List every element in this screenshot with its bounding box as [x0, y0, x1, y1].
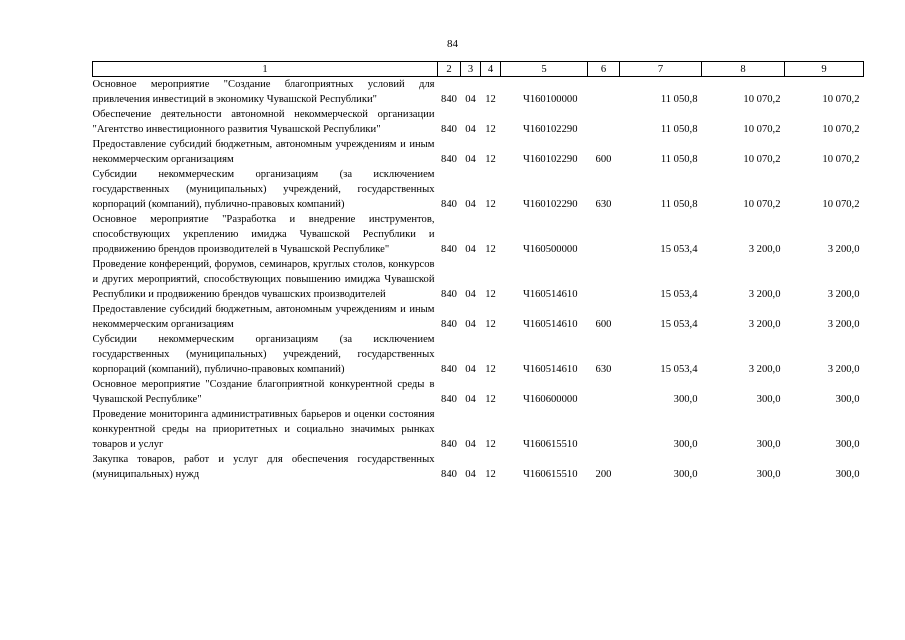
row-gr: 840 [441, 124, 457, 135]
row-vr [588, 407, 620, 452]
table-row [93, 332, 864, 377]
row-gr: 840 [441, 439, 457, 450]
row-csr: Ч160102290 [522, 124, 578, 135]
table-row [93, 452, 864, 482]
row-name: Проведение мониторинга административных барьеров и оценки состояния конкурентной среды на приоритетных и социально значимых рынках товаров и услуг [92, 409, 435, 450]
row-amount-3: 10 070,2 [822, 154, 860, 165]
row-vr: 630 [595, 364, 612, 375]
row-name: Закупка товаров, работ и услуг для обеспечения государственных (муниципальных) нужд [92, 454, 435, 480]
row-name: Основное мероприятие "Разработка и внедрение инструментов, способствующих укреплению имиджа Чувашской Республики и продвижению брендов производителей в Чувашской Республике" [92, 214, 435, 255]
row-amount-1: 300,0 [673, 394, 698, 405]
row-amount-3: 3 200,0 [827, 364, 860, 375]
row-csr: Ч160615510 [522, 439, 578, 450]
row-amount-1: 11 050,8 [660, 199, 698, 210]
row-amount-2: 3 200,0 [748, 364, 781, 375]
table-row [93, 302, 864, 332]
row-amount-1: 15 053,4 [660, 289, 698, 300]
row-csr: Ч160100000 [522, 94, 578, 105]
row-csr: Ч160600000 [522, 394, 578, 405]
row-csr: Ч160102290 [522, 154, 578, 165]
table-row [93, 257, 864, 302]
row-amount-3: 10 070,2 [822, 94, 860, 105]
row-amount-3: 300,0 [835, 394, 860, 405]
row-amount-2: 300,0 [756, 469, 781, 480]
header-col-5: 5 [501, 62, 588, 77]
row-rz: 04 [465, 439, 476, 450]
header-col-7: 7 [620, 62, 702, 77]
row-amount-3: 10 070,2 [822, 124, 860, 135]
row-csr: Ч160500000 [522, 244, 578, 255]
budget-table [92, 61, 864, 482]
table-row [93, 107, 864, 137]
table-header [93, 62, 864, 77]
row-pr: 12 [485, 94, 496, 105]
row-vr [588, 77, 620, 108]
row-pr: 12 [485, 469, 496, 480]
row-csr: Ч160102290 [522, 199, 578, 210]
row-vr [588, 377, 620, 407]
row-csr: Ч160514610 [522, 319, 578, 330]
row-amount-3: 3 200,0 [827, 289, 860, 300]
row-csr: Ч160514610 [522, 364, 578, 375]
row-name: Субсидии некоммерческим организациям (за исключением государственных (муниципальных) учреждений, государственных корпораций (компаний), публично-правовых компаний) [92, 169, 435, 210]
table-row [93, 377, 864, 407]
row-amount-1: 15 053,4 [660, 244, 698, 255]
row-amount-2: 3 200,0 [748, 244, 781, 255]
row-csr: Ч160514610 [522, 289, 578, 300]
row-amount-1: 11 050,8 [660, 124, 698, 135]
header-col-2: 2 [438, 62, 461, 77]
row-rz: 04 [465, 319, 476, 330]
header-col-9: 9 [785, 62, 864, 77]
row-gr: 840 [441, 364, 457, 375]
header-col-4: 4 [481, 62, 501, 77]
row-amount-2: 3 200,0 [748, 289, 781, 300]
row-amount-2: 300,0 [756, 394, 781, 405]
row-amount-3: 3 200,0 [827, 319, 860, 330]
row-rz: 04 [465, 289, 476, 300]
row-amount-2: 10 070,2 [743, 154, 781, 165]
row-gr: 840 [441, 94, 457, 105]
row-pr: 12 [485, 289, 496, 300]
header-col-8: 8 [702, 62, 785, 77]
row-rz: 04 [465, 124, 476, 135]
row-vr [588, 107, 620, 137]
row-name: Основное мероприятие "Создание благоприятной конкурентной среды в Чувашской Республике" [92, 379, 435, 405]
row-amount-1: 11 050,8 [660, 154, 698, 165]
row-vr: 200 [595, 469, 612, 480]
row-pr: 12 [485, 244, 496, 255]
row-amount-1: 15 053,4 [660, 319, 698, 330]
header-col-1: 1 [93, 62, 438, 77]
row-rz: 04 [465, 469, 476, 480]
row-pr: 12 [485, 199, 496, 210]
row-rz: 04 [465, 94, 476, 105]
row-vr [588, 212, 620, 257]
row-amount-1: 300,0 [673, 469, 698, 480]
row-vr [588, 257, 620, 302]
row-amount-1: 15 053,4 [660, 364, 698, 375]
row-vr: 600 [595, 154, 612, 165]
row-name: Предоставление субсидий бюджетным, автономным учреждениям и иным некоммерческим организациям [92, 304, 435, 330]
row-rz: 04 [465, 364, 476, 375]
row-pr: 12 [485, 124, 496, 135]
table-body [93, 77, 864, 483]
row-rz: 04 [465, 199, 476, 210]
row-vr: 630 [595, 199, 612, 210]
header-col-6: 6 [588, 62, 620, 77]
header-col-3: 3 [461, 62, 481, 77]
row-gr: 840 [441, 319, 457, 330]
row-name: Субсидии некоммерческим организациям (за исключением государственных (муниципальных) учреждений, государственных корпораций (компаний), публично-правовых компаний) [92, 334, 435, 375]
header-row [93, 62, 864, 77]
row-amount-2: 10 070,2 [743, 94, 781, 105]
row-pr: 12 [485, 394, 496, 405]
row-pr: 12 [485, 154, 496, 165]
row-name: Проведение конференций, форумов, семинаров, круглых столов, конкурсов и других мероприятий, способствующих повышению имиджа Чувашской Республики и продвижению брендов чувашских производителей [92, 259, 435, 300]
row-rz: 04 [465, 244, 476, 255]
row-rz: 04 [465, 154, 476, 165]
row-amount-3: 300,0 [835, 439, 860, 450]
row-name: Обеспечение деятельности автономной некоммерческой организации "Агентство инвестиционного развития Чувашской Республики" [92, 109, 435, 135]
row-csr: Ч160615510 [522, 469, 578, 480]
row-gr: 840 [441, 154, 457, 165]
page-number: 84 [447, 38, 458, 50]
row-pr: 12 [485, 364, 496, 375]
row-gr: 840 [441, 244, 457, 255]
table-row [93, 212, 864, 257]
table-row [93, 167, 864, 212]
row-amount-2: 10 070,2 [743, 199, 781, 210]
row-gr: 840 [441, 199, 457, 210]
row-amount-2: 10 070,2 [743, 124, 781, 135]
row-pr: 12 [485, 319, 496, 330]
row-gr: 840 [441, 289, 457, 300]
row-name: Предоставление субсидий бюджетным, автономным учреждениям и иным некоммерческим организациям [92, 139, 435, 165]
row-pr: 12 [485, 439, 496, 450]
row-amount-3: 300,0 [835, 469, 860, 480]
row-name: Основное мероприятие "Создание благоприятных условий для привлечения инвестиций в экономику Чувашской Республики" [92, 79, 435, 105]
row-rz: 04 [465, 394, 476, 405]
row-gr: 840 [441, 469, 457, 480]
row-amount-1: 11 050,8 [660, 94, 698, 105]
row-amount-3: 3 200,0 [827, 244, 860, 255]
table-row [93, 137, 864, 167]
row-amount-3: 10 070,2 [822, 199, 860, 210]
table-row [93, 77, 864, 108]
table-row [93, 407, 864, 452]
row-amount-2: 3 200,0 [748, 319, 781, 330]
row-amount-1: 300,0 [673, 439, 698, 450]
row-vr: 600 [595, 319, 612, 330]
row-gr: 840 [441, 394, 457, 405]
row-amount-2: 300,0 [756, 439, 781, 450]
